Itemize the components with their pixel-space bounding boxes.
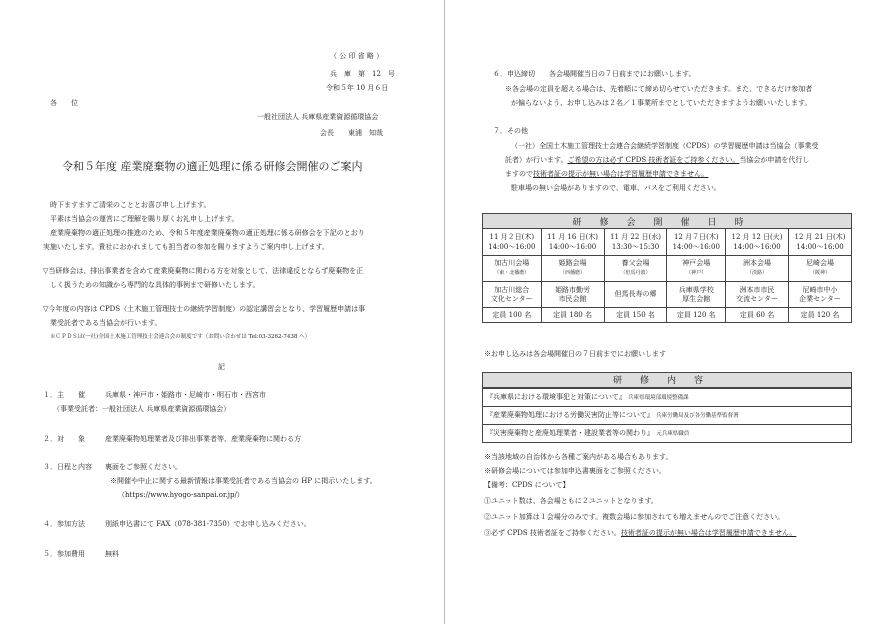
note-line: しく扱うための知識から専門的な具体的事例まで研修いたします。 bbox=[50, 281, 260, 289]
note-line: ▽今年度の内容は CPDS（土木施工管理技士の継続学習制度）の認定講習会となり、学習履歴申請は事 bbox=[43, 305, 366, 313]
note-line: 業受託者である当協会が行います。 bbox=[50, 319, 162, 327]
item-value: 無料 bbox=[105, 550, 119, 558]
session-venue bbox=[667, 256, 726, 282]
session-place bbox=[541, 282, 604, 308]
contents-row bbox=[483, 406, 851, 424]
session-venue bbox=[789, 256, 852, 282]
item-value: 裏面をご参照ください。 bbox=[105, 463, 182, 471]
item-sub: ※開催や中止に関する最新情報は事業受託者である当協会の HP に掲示いたします。 bbox=[110, 477, 377, 485]
cpds-memo-line: ③必ず CPDS 技術者証をご持参ください。技術者証の提示が無い場合は学習履歴申請できません。 bbox=[484, 529, 797, 537]
contents-row bbox=[483, 389, 851, 406]
parking-note: 駐車場の無い会場がありますので、電車、バスをご利用ください。 bbox=[511, 184, 721, 192]
item-label: １．主 催 bbox=[43, 391, 85, 399]
intro-line: 平素は当協会の運営にご理解を賜り厚くお礼申し上げます。 bbox=[50, 215, 239, 223]
session-capacity: 定員 180 名 bbox=[541, 308, 604, 323]
document-title: 令和５年度 産業廃棄物の適正処理に係る研修会開催のご案内 bbox=[62, 160, 363, 173]
item-label: ３．日程と内容 bbox=[43, 463, 92, 471]
item-value: 産業廃棄物処理業者及び排出事業者等、産業廃棄物に関わる方 bbox=[105, 435, 301, 443]
contents-heading: 研修内容 bbox=[482, 372, 852, 388]
venue-name: 尼崎会場 bbox=[806, 259, 834, 267]
session-place bbox=[667, 282, 726, 308]
session-datetime bbox=[541, 229, 604, 256]
session-time: 14:00～16:00 bbox=[488, 243, 536, 251]
intro-line: 実施いたします。貴社におかれましても担当者の参加を賜りますようご案内申し上げます。 bbox=[43, 243, 329, 251]
place-line: 但馬長寿の郷 bbox=[614, 290, 657, 298]
venue-area: （神戸） bbox=[686, 270, 707, 276]
session-datetime bbox=[604, 229, 667, 256]
topic: 『産業廃棄物処理における労働災害防止等について』 bbox=[486, 411, 654, 419]
place-line: 尼崎市中小 bbox=[802, 285, 838, 294]
place-line: 企業センター bbox=[799, 294, 841, 303]
footer-note: ※当該地域の自治体から各種ご案内がある場合もあります。 bbox=[484, 453, 673, 461]
session-capacity: 定員 60 名 bbox=[726, 308, 789, 323]
cpds-memo-title: 【備考：CPDS について】 bbox=[484, 481, 570, 489]
other-line: ますので技術者証の提示が無い場合は学習履歴申請できません。 bbox=[505, 170, 709, 178]
place-line: 姫路市勤労 bbox=[555, 285, 591, 294]
session-place bbox=[604, 282, 667, 308]
session-time: 14:00～16:00 bbox=[548, 243, 597, 251]
item-sub: （事業受託者：一般社団法人 兵庫県産業資源循環協会） bbox=[53, 405, 231, 413]
lecturer: 兵庫県環境部環境整備課 bbox=[628, 395, 689, 401]
deadline-note: が偏らないよう、お申し込みは２名／１事業所までとしていただきますようお願いいたします。 bbox=[511, 99, 812, 107]
venue-area: （阪神） bbox=[809, 270, 830, 276]
place-line: 厚生会館 bbox=[682, 294, 711, 303]
contents-row bbox=[483, 424, 851, 442]
venue-name: 洲本会場 bbox=[743, 259, 772, 267]
ki-heading: 記 bbox=[218, 363, 225, 371]
issuer-org: 一般社団法人 兵庫県産業資源循環協会 bbox=[257, 113, 379, 121]
deadline-note: ※各会場の定員を超える場合は、先着順にて締め切らせていただきます。また、できるだけ参加者 bbox=[505, 85, 813, 93]
document-number: 兵 庫 第 12 号 bbox=[330, 70, 395, 78]
session-date: 11 月 16 日(木) bbox=[547, 233, 599, 241]
session-place bbox=[789, 282, 852, 308]
other-line: （一社）全国土木施工管理技士会連合会継続学習制度（CPDS）の学習履歴申請は当協会（事業受 bbox=[511, 142, 819, 150]
session-datetime bbox=[483, 229, 542, 256]
session-venue bbox=[483, 256, 542, 282]
place-line: 市民会館 bbox=[558, 294, 587, 303]
footer-note: ※研修会場については参加申込書裏面をご参照ください。 bbox=[484, 467, 666, 475]
venue-name: 神戸会場 bbox=[682, 259, 711, 267]
session-venue bbox=[726, 256, 789, 282]
session-datetime bbox=[726, 229, 789, 256]
note-line: ▽当研修会は、排出事業者を含めて産業廃棄物に関わる方を対象として、法律違反とならず廃棄物を正 bbox=[43, 267, 364, 275]
schedule-heading: 研修会開催日時 bbox=[483, 214, 852, 229]
session-time: 14:00～16:00 bbox=[796, 243, 844, 251]
item-label: ２．対 象 bbox=[43, 435, 85, 443]
venue-name: 養父会場 bbox=[621, 259, 650, 267]
schedule-note: ※お申し込みは各会場開催日の７日前までにお願いします bbox=[484, 350, 666, 358]
venue-area: （西播磨） bbox=[560, 270, 586, 276]
item-value: 兵庫県・神戸市・姫路市・尼崎市・明石市・西宮市 bbox=[105, 391, 266, 399]
cpds-memo-line: ①ユニット数は、各会場ともに２ユニットとなります。 bbox=[484, 497, 658, 505]
venue-area: （淡路） bbox=[747, 270, 768, 276]
venue-area: （東・北播磨） bbox=[494, 270, 530, 276]
deadline-title: ６．申込締切 各会場開催当日の７日前までにお願いします。 bbox=[493, 70, 696, 78]
other-title: ７．その他 bbox=[493, 127, 528, 135]
session-capacity: 定員 100 名 bbox=[483, 308, 542, 323]
item-value: 別紙申込書にて FAX（078-381-7350）でお申し込みください。 bbox=[105, 520, 311, 528]
place-line: 加古川総合 bbox=[494, 285, 530, 294]
session-time: 14:00～16:00 bbox=[733, 243, 781, 251]
session-place bbox=[483, 282, 542, 308]
session-datetime bbox=[789, 229, 852, 256]
topic: 『兵庫県における環境事犯と対策について』 bbox=[486, 393, 626, 401]
cpds-contact-note: ※ＣＰＤＳは(一社)全国土木施工管理技士会連合会の制度です（お問い合わせは Tel:03-3262-7438 へ） bbox=[50, 334, 311, 340]
lecturer: 兵庫労働局及び各労働基準監督署 bbox=[656, 413, 739, 419]
venue-area: （但馬丹波） bbox=[620, 270, 651, 276]
other-line: 託者）が行います。ご希望の方は必ず CPDS 技術者証をご持参ください。当協会が申請を代行し bbox=[505, 156, 810, 164]
contents-table bbox=[482, 388, 852, 443]
session-capacity: 定員 120 名 bbox=[789, 308, 852, 323]
cpds-memo-line: ②ユニット加算は１会場分のみです。複数会場に参加されても増えませんのでご注意ください。 bbox=[484, 513, 785, 521]
session-date: 11 月 22 日(水) bbox=[610, 233, 661, 241]
place-line: 兵庫県学校 bbox=[678, 285, 714, 294]
seal-note: （ 公 印 省 略 ） bbox=[330, 52, 384, 60]
topic: 『災害廃棄物と産廃処理業者・建設業者等の関わり』 bbox=[486, 429, 654, 437]
session-capacity: 定員 120 名 bbox=[667, 308, 726, 323]
place-line: 洲本市市民 bbox=[739, 285, 775, 294]
session-date: 12 月 21 日(木) bbox=[794, 233, 846, 241]
session-date: 12 月 12 日(火) bbox=[731, 233, 783, 241]
session-time: 14:00～16:00 bbox=[672, 243, 720, 251]
session-time: 13:30～15:30 bbox=[611, 243, 660, 251]
intro-line: 産業廃棄物の適正処理の推進のため、令和５年度産業廃棄物の適正処理に係る研修会を下記のとおり bbox=[50, 229, 365, 237]
document-date: 令和５年 10 月６日 bbox=[326, 84, 389, 92]
website-url: （https://www.hyogo-sanpai.or.jp/） bbox=[118, 491, 244, 499]
lecturer: 元兵庫県職員 bbox=[656, 431, 690, 437]
session-datetime bbox=[667, 229, 726, 256]
session-place bbox=[726, 282, 789, 308]
venue-name: 姫路会場 bbox=[558, 259, 587, 267]
session-date: 12 月７日(木) bbox=[673, 233, 719, 241]
session-date: 11 月２日(木) bbox=[489, 233, 535, 241]
intro-line: 時下ますますご清栄のこととお喜び申し上げます。 bbox=[50, 201, 211, 209]
issuer-president: 会長 東浦 知哉 bbox=[320, 129, 383, 137]
session-capacity: 定員 150 名 bbox=[604, 308, 667, 323]
schedule-table bbox=[482, 213, 852, 323]
item-label: ５．参加費用 bbox=[43, 550, 85, 558]
place-line: 文化センター bbox=[490, 294, 533, 303]
venue-name: 加古川会場 bbox=[494, 259, 530, 267]
session-venue bbox=[541, 256, 604, 282]
addressee: 各 位 bbox=[50, 99, 78, 107]
item-label: ４．参加方法 bbox=[43, 520, 85, 528]
session-venue bbox=[604, 256, 667, 282]
place-line: 交流センター bbox=[736, 294, 778, 303]
